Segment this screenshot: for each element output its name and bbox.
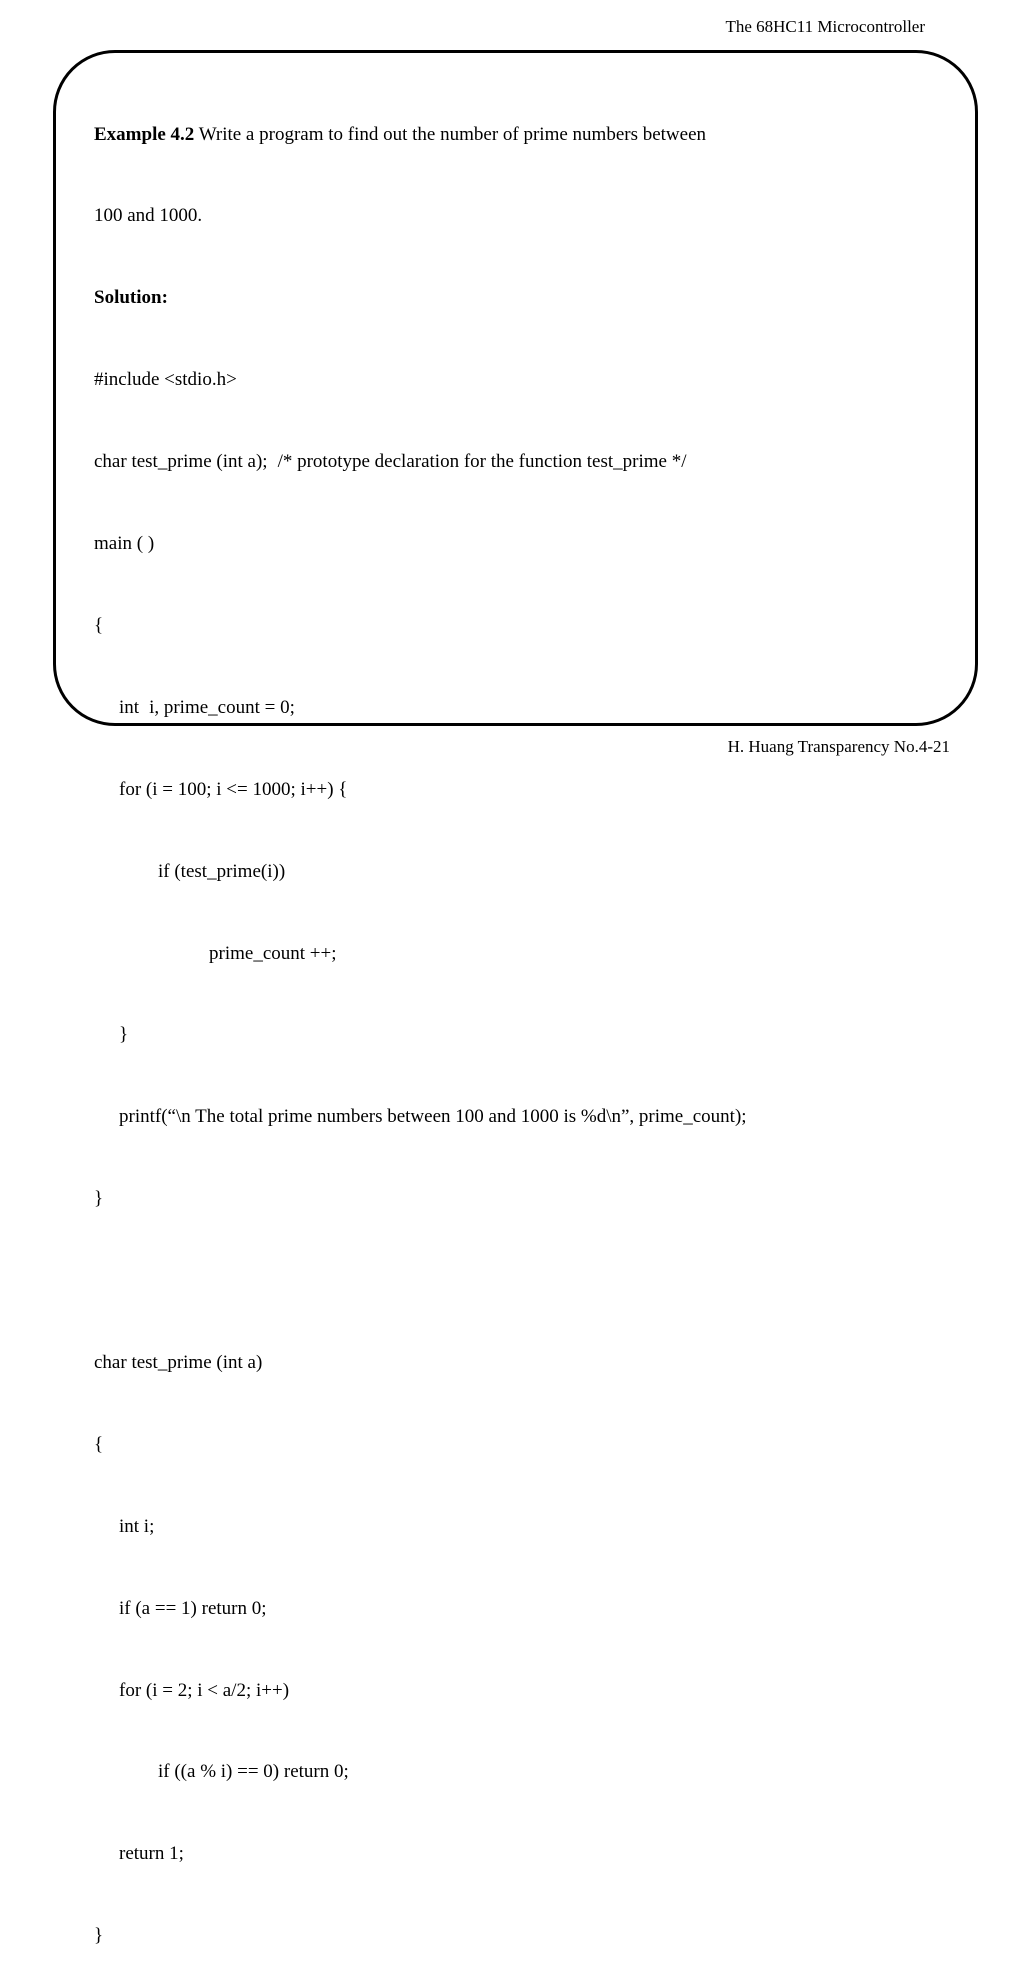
code-include: #include <stdio.h>: [94, 369, 237, 391]
code-main-open-brace: {: [94, 614, 104, 636]
code-function-for: for (i = 2; i < a/2; i++): [119, 1679, 290, 1701]
code-prototype-line: [94, 448, 747, 475]
problem-text-1: Write a program to find out the number of prime numbers between: [194, 123, 707, 145]
code-for-loop: for (i = 100; i <= 1000; i++) {: [119, 778, 348, 800]
code-function-signature: char test_prime (int a): [94, 1351, 263, 1373]
slide-content: [94, 66, 747, 1977]
code-function-declaration: int i;: [119, 1515, 155, 1537]
code-if-test: if (test_prime(i)): [158, 860, 286, 882]
code-function-return: return 1;: [119, 1843, 184, 1865]
code-decl-type: int: [119, 696, 140, 718]
code-declaration-line: [94, 694, 747, 721]
code-increment: prime_count ++;: [209, 942, 337, 964]
footer-transparency-number: H. Huang Transparency No.4-21: [727, 737, 950, 756]
example-line-1: [94, 121, 747, 148]
code-main-close-brace: }: [94, 1188, 104, 1210]
header-title: The 68HC11 Microcontroller: [725, 17, 925, 36]
code-decl-vars: i, prime_count = 0;: [149, 696, 295, 718]
code-printf: printf(“\n The total prime numbers between 100 and 1000 is %d\n”, prime_count);: [119, 1106, 747, 1128]
solution-label: Solution:: [94, 287, 168, 309]
code-function-close-brace: }: [94, 1925, 104, 1947]
code-prototype: char test_prime (int a);: [94, 451, 268, 473]
code-prototype-comment: /* prototype declaration for the function test_prime */: [277, 451, 687, 473]
code-for-close-brace: }: [119, 1024, 129, 1046]
code-function-open-brace: {: [94, 1433, 104, 1455]
example-label: Example 4.2: [94, 123, 195, 145]
problem-text-2: 100 and 1000.: [94, 205, 203, 227]
code-function-if: if (a == 1) return 0;: [119, 1597, 267, 1619]
code-main-signature: main ( ): [94, 533, 155, 555]
blank-line: [94, 1267, 747, 1294]
code-function-if-mod: if ((a % i) == 0) return 0;: [158, 1761, 349, 1783]
